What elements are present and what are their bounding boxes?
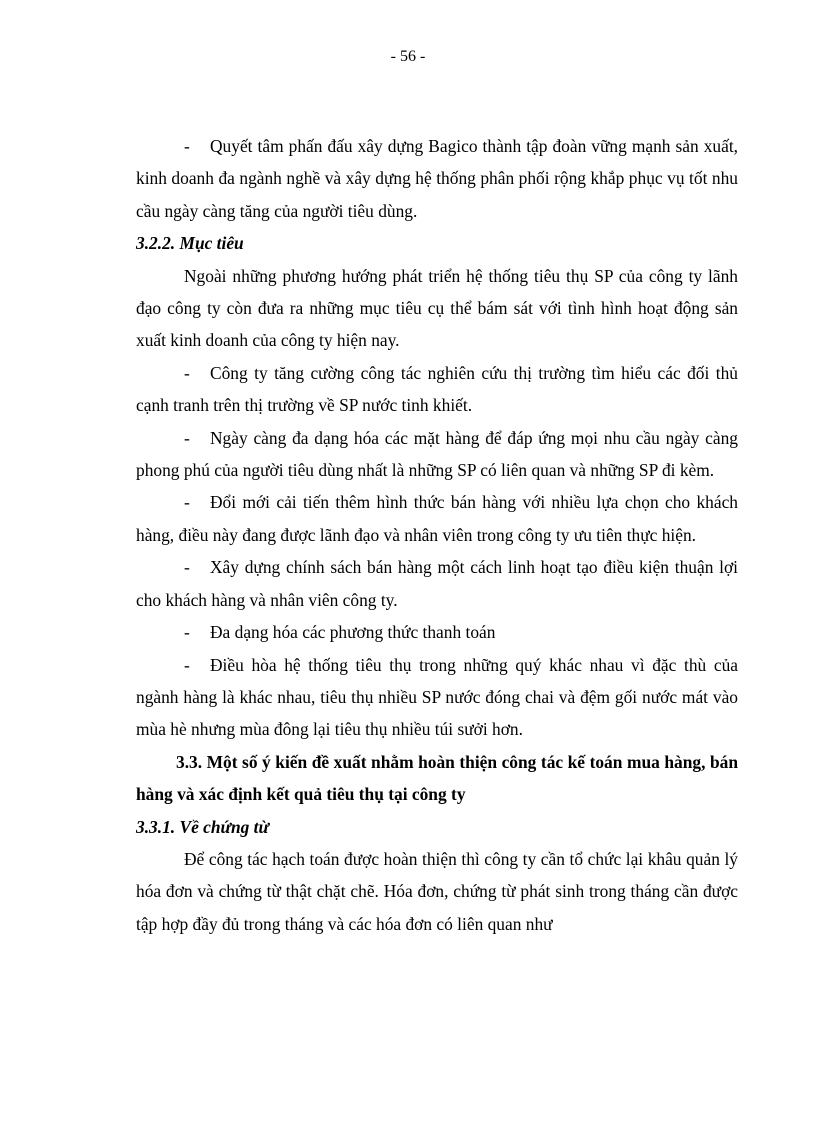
bullet-text: Điều hòa hệ thống tiêu thụ trong những quý khác nhau vì đặc thù của ngành hàng là khác nhau, tiêu thụ nhiều SP nước đóng chai và đệm gối nước mát vào mùa hè nhưng mùa đông lại tiêu thụ nhiều túi sưởi hơn.: [136, 654, 738, 740]
objective-bullet: [136, 616, 738, 648]
section-3-2-2-paragraph: Ngoài những phương hướng phát triển hệ thống tiêu thụ SP của công ty lãnh đạo công ty còn đưa ra những mục tiêu cụ thể bám sát với tình hình hoạt động sản xuất kinh doanh của công ty hiện nay.: [136, 265, 738, 351]
bullet-text: Quyết tâm phấn đấu xây dựng Bagico thành tập đoàn vững mạnh sản xuất, kinh doanh đa ngành nghề và xây dựng hệ thống phân phối rộng khắp phục vụ tốt nhu cầu ngày càng tăng của người tiêu dùng.: [136, 136, 738, 221]
bullet-text: Công ty tăng cường công tác nghiên cứu thị trường tìm hiểu các đối thủ cạnh tranh trên thị trường về SP nước tinh khiết.: [136, 362, 738, 416]
objective-bullet: [136, 551, 738, 616]
bullet-dash: -: [184, 557, 190, 578]
objective-bullet: [136, 649, 738, 746]
bullet-dash: -: [184, 654, 190, 675]
page-number: - 56 -: [390, 48, 426, 65]
bullet-dash: -: [184, 622, 190, 643]
bullet-text: Xây dựng chính sách bán hàng một cách linh hoạt tạo điều kiện thuận lợi cho khách hàng và nhân viên công ty.: [136, 557, 738, 610]
section-heading-3-3: 3.3. Một số ý kiến đề xuất nhằm hoàn thiện công tác kế toán mua hàng, bán hàng và xác định kết quả tiêu thụ tại công ty: [136, 751, 738, 805]
objective-bullet: [136, 486, 738, 551]
intro-bullet: [136, 130, 738, 227]
bullet-dash: -: [184, 136, 190, 156]
section-heading-3-3-1: 3.3.1. Về chứng từ: [136, 816, 269, 837]
bullet-dash: -: [184, 492, 190, 513]
section-heading-3-2-2: 3.2.2. Mục tiêu: [136, 233, 244, 254]
bullet-dash: -: [184, 427, 190, 448]
document-body: [136, 130, 738, 940]
bullet-text: Ngày càng đa dạng hóa các mặt hàng để đáp ứng mọi nhu cầu ngày càng phong phú của người tiêu dùng nhất là những SP có liên quan và những SP đi kèm.: [136, 427, 738, 481]
bullet-text: Đổi mới cải tiến thêm hình thức bán hàng với nhiều lựa chọn cho khách hàng, điều này đang được lãnh đạo và nhân viên trong công ty ưu tiên thực hiện.: [136, 492, 738, 545]
objective-bullet: [136, 422, 738, 487]
objective-bullet: [136, 357, 738, 422]
bullet-text: Đa dạng hóa các phương thức thanh toán: [210, 622, 496, 643]
bullet-dash: -: [184, 362, 190, 383]
section-3-3-1-paragraph: Để công tác hạch toán được hoàn thiện thì công ty cần tổ chức lại khâu quản lý hóa đơn và chứng từ thật chặt chẽ. Hóa đơn, chứng từ phát sinh trong tháng cần được tập hợp đầy đủ trong tháng và các hóa đơn có liên quan như: [136, 848, 738, 934]
